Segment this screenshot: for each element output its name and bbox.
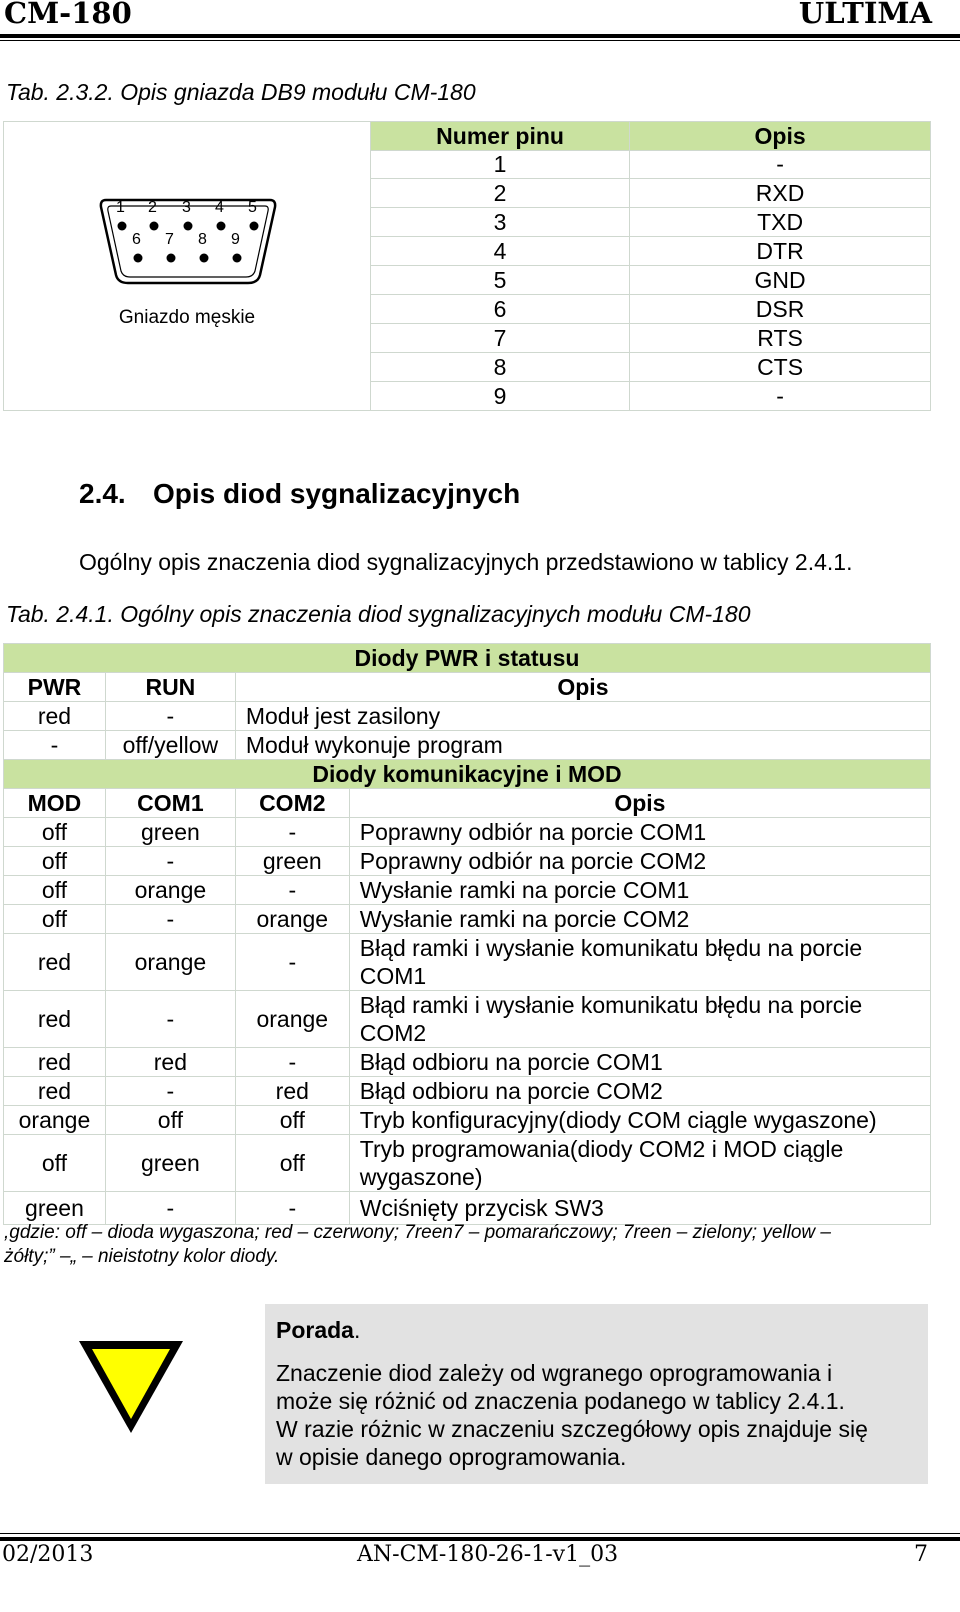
desc-cell: Wciśnięty przycisk SW3 (349, 1192, 930, 1225)
desc-cell: Błąd odbioru na porcie COM2 (349, 1077, 930, 1106)
mod-cell: red (4, 934, 106, 991)
desc-cell: RXD (630, 179, 931, 208)
desc-cell: CTS (630, 353, 931, 382)
com1-cell: off (105, 1106, 235, 1135)
legend-note-line2: żółty;” –„ – nieistotny kolor diody. (4, 1246, 280, 1267)
group-title-com: Diody komunikacyjne i MOD (4, 760, 931, 789)
pin-cell: 9 (371, 382, 630, 411)
mod-cell: off (4, 1135, 106, 1192)
table-row (4, 991, 931, 1048)
pin-cell: 1 (371, 151, 630, 179)
header-mod: MOD (4, 789, 106, 818)
header-desc: Opis (235, 673, 930, 702)
header-rule (0, 34, 960, 38)
mod-cell: red (4, 1048, 106, 1077)
desc-cell: TXD (630, 208, 931, 237)
table-row (4, 1077, 931, 1106)
mod-cell: red (4, 1077, 106, 1106)
desc-cell: Poprawny odbiór na porcie COM2 (349, 847, 930, 876)
table-row (4, 876, 931, 905)
pin-number: 2 (148, 199, 157, 216)
header-desc: Opis (349, 789, 930, 818)
pin-number: 9 (231, 231, 240, 248)
com1-cell: - (105, 1077, 235, 1106)
pwr-cell: red (4, 702, 106, 731)
table-row (4, 1106, 931, 1135)
tip-line: w opisie danego oprogramowania. (276, 1444, 627, 1470)
table-row (4, 1048, 931, 1077)
col-header-pin: Numer pinu (371, 122, 630, 151)
com2-cell: green (235, 847, 349, 876)
pin-cell: 8 (371, 353, 630, 382)
legend-note-line1: ,gdzie: off – dioda wygaszona; red – czerwony; 7reen7 – pomarańczowy; 7reen – zielony; yellow – (4, 1222, 831, 1243)
warning-triangle-icon (76, 1337, 186, 1437)
brand-name: ULTIMA (798, 0, 932, 30)
pin-cell: 3 (371, 208, 630, 237)
com2-cell: - (235, 1048, 349, 1077)
desc-cell: Wysłanie ramki na porcie COM2 (349, 905, 930, 934)
com1-cell: - (105, 905, 235, 934)
page-number: 7 (914, 1542, 928, 1567)
pin-number: 8 (198, 231, 207, 248)
com2-cell: off (235, 1135, 349, 1192)
com1-cell: - (105, 991, 235, 1048)
desc-cell: Moduł jest zasilony (235, 702, 930, 731)
mod-cell: off (4, 876, 106, 905)
intro-paragraph: Ogólny opis znaczenia diod sygnalizacyjnych przedstawiono w tablicy 2.4.1. (79, 549, 853, 575)
com2-cell: orange (235, 905, 349, 934)
db9-pin-table (3, 121, 931, 411)
table-row (4, 1135, 931, 1192)
tip-line: Znaczenie diod zależy od wgranego oprogramowania i (276, 1360, 833, 1386)
table-row (4, 731, 931, 760)
desc-cell: RTS (630, 324, 931, 353)
desc-cell: DSR (630, 295, 931, 324)
pwr-cell: - (4, 731, 106, 760)
table-row (4, 818, 931, 847)
pin-cell: 2 (371, 179, 630, 208)
com1-cell: green (105, 818, 235, 847)
com1-cell: - (105, 847, 235, 876)
col-header-desc: Opis (630, 122, 931, 151)
pin-number: 3 (182, 199, 191, 216)
pin-cell: 6 (371, 295, 630, 324)
table-row (4, 847, 931, 876)
tip-line: W razie różnic w znaczeniu szczegółowy opis znajduje się (276, 1416, 868, 1442)
header-com2: COM2 (235, 789, 349, 818)
desc-cell: GND (630, 266, 931, 295)
tip-title-dot: . (353, 1317, 361, 1343)
com1-cell: orange (105, 934, 235, 991)
mod-cell: off (4, 818, 106, 847)
com1-cell: red (105, 1048, 235, 1077)
table-row (4, 702, 931, 731)
pin-number: 7 (165, 231, 174, 248)
footer-rule (0, 1537, 960, 1541)
leds-table-caption: Tab. 2.4.1. Ogólny opis znaczenia diod sygnalizacyjnych modułu CM-180 (6, 601, 751, 627)
mod-cell: off (4, 847, 106, 876)
pin-number: 6 (132, 231, 141, 248)
pin-number: 4 (215, 199, 224, 216)
section-title: Opis diod sygnalizacyjnych (153, 478, 521, 509)
desc-cell: Tryb programowania(diody COM2 i MOD ciągle wygaszone) (349, 1135, 930, 1192)
com2-cell: orange (235, 991, 349, 1048)
pin-cell: 4 (371, 237, 630, 266)
com2-cell: off (235, 1106, 349, 1135)
desc-cell: Błąd ramki i wysłanie komunikatu błędu na porcie COM1 (349, 934, 930, 991)
com1-cell: green (105, 1135, 235, 1192)
footer-date: 02/2013 (2, 1542, 94, 1567)
com1-cell: orange (105, 876, 235, 905)
mod-cell: green (4, 1192, 106, 1225)
desc-cell: DTR (630, 237, 931, 266)
document-title: CM-180 (4, 0, 132, 30)
db9-table-caption: Tab. 2.3.2. Opis gniazda DB9 modułu CM-180 (6, 79, 476, 105)
table-row (4, 905, 931, 934)
table-row (4, 1192, 931, 1225)
pin-cell: 5 (371, 266, 630, 295)
run-cell: - (105, 702, 235, 731)
desc-cell: Błąd ramki i wysłanie komunikatu błędu na porcie COM2 (349, 991, 930, 1048)
com2-cell: - (235, 818, 349, 847)
com2-cell: red (235, 1077, 349, 1106)
com2-cell: - (235, 1192, 349, 1225)
desc-cell: Poprawny odbiór na porcie COM1 (349, 818, 930, 847)
desc-cell: Moduł wykonuje program (235, 731, 930, 760)
desc-cell: - (630, 151, 931, 179)
tip-box (265, 1304, 928, 1484)
com1-cell: - (105, 1192, 235, 1225)
connector-label: Gniazdo męskie (118, 307, 256, 328)
footer-doc-id: AN-CM-180-26-1-v1_03 (357, 1542, 619, 1567)
pin-cell: 7 (371, 324, 630, 353)
com2-cell: - (235, 934, 349, 991)
desc-cell: - (630, 382, 931, 411)
table-row (4, 934, 931, 991)
header-pwr: PWR (4, 673, 106, 702)
header-rule-thin (0, 40, 960, 41)
mod-cell: off (4, 905, 106, 934)
header-run: RUN (105, 673, 235, 702)
group-title-pwr: Diody PWR i statusu (4, 644, 931, 673)
tip-text (276, 1359, 921, 1471)
run-cell: off/yellow (105, 731, 235, 760)
footer-rule-thin (0, 1533, 960, 1534)
mod-cell: orange (4, 1106, 106, 1135)
mod-cell: red (4, 991, 106, 1048)
tip-title: Porada (276, 1317, 354, 1343)
desc-cell: Tryb konfiguracyjny(diody COM ciągle wygaszone) (349, 1106, 930, 1135)
connector-cell (4, 122, 371, 411)
desc-cell: Wysłanie ramki na porcie COM1 (349, 876, 930, 905)
header-com1: COM1 (105, 789, 235, 818)
tip-line: może się różnić od znaczenia podanego w tablicy 2.4.1. (276, 1388, 845, 1414)
com2-cell: - (235, 876, 349, 905)
desc-cell: Błąd odbioru na porcie COM1 (349, 1048, 930, 1077)
led-table (3, 643, 931, 1225)
section-number: 2.4. (79, 478, 126, 509)
pin-number: 5 (248, 199, 257, 216)
pin-number: 1 (116, 199, 125, 216)
